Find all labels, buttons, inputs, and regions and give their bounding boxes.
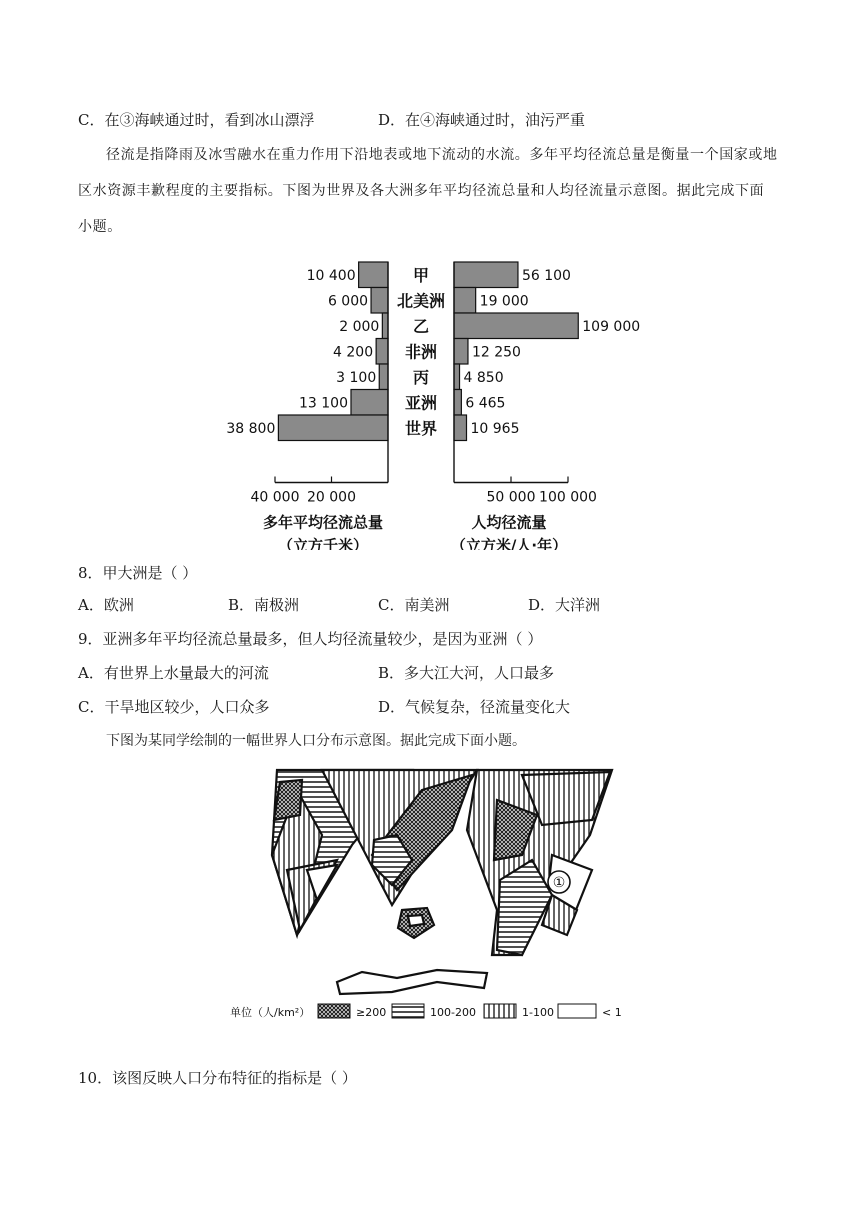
left-bar-5: [351, 390, 388, 416]
left-bar-label-3: 4 200: [333, 344, 374, 361]
map-legend-title: 单位（人/km²）: [230, 1006, 311, 1019]
q9-option-d: D．气候复杂，径流量变化大: [378, 698, 571, 716]
right-bar-4: [454, 364, 460, 390]
right-bar-label-1: 19 000: [479, 293, 529, 310]
right-bar-label-4: 4 850: [463, 369, 504, 386]
right-tick-label-1: 100 000: [539, 489, 597, 506]
left-axis-unit: （立方千米）: [277, 536, 369, 550]
runoff-chart-svg: [222, 250, 662, 550]
category-label-0: 甲: [412, 265, 430, 285]
right-bar-3: [454, 339, 468, 365]
right-bar-1: [454, 288, 476, 314]
right-tick-label-0: 50 000: [486, 489, 536, 506]
q8-option-c: C．南美洲: [378, 596, 450, 614]
right-bar-6: [454, 415, 467, 441]
q9-stem: 9．亚洲多年平均径流总量最多，但人均径流量较少，是因为亚洲（ ）: [78, 630, 543, 648]
intro-paragraph-runoff: 径流是指降雨及冰雪融水在重力作用下沿地表或地下流动的水流。多年平均径流总量是衡量一个国家或地区水资源丰歉程度的主要指标。下图为世界及各大洲多年平均径流总量和人均径流量示意图。据此完成下面小题。: [78, 147, 778, 235]
category-label-5: 亚洲: [404, 393, 438, 413]
right-axis-unit: （立方米/人·年）: [450, 536, 568, 550]
population-map: [222, 760, 632, 1034]
map-legend-4: < 1: [602, 1006, 622, 1019]
right-bar-2: [454, 313, 578, 339]
runoff-chart: [222, 250, 662, 554]
q8-option-d: D．大洋洲: [528, 596, 601, 614]
left-axis-title: 多年平均径流总量: [262, 513, 384, 532]
category-label-2: 乙: [412, 316, 430, 336]
map-legend-1: ≥200: [356, 1006, 387, 1019]
left-bar-label-6: 38 800: [226, 420, 276, 437]
q7-option-c: C．在③海峡通过时，看到冰山漂浮: [78, 111, 315, 129]
category-label-6: 世界: [404, 418, 438, 438]
q9-option-b: B．多大江大河，人口最多: [378, 664, 555, 682]
left-bar-label-0: 10 400: [306, 267, 356, 284]
q8-stem: 8．甲大洲是（ ）: [78, 564, 198, 582]
right-bar-0: [454, 262, 518, 288]
left-bar-0: [359, 262, 388, 288]
right-axis-title: 人均径流量: [471, 513, 547, 532]
map-legend-3: 1-100: [522, 1006, 554, 1019]
right-bar-label-5: 6 465: [465, 395, 506, 412]
category-label-4: 丙: [412, 367, 430, 387]
right-bar-label-6: 10 965: [470, 420, 520, 437]
right-bar-label-3: 12 250: [471, 344, 521, 361]
left-bar-3: [376, 339, 388, 365]
q10-stem: 10．该图反映人口分布特征的指标是（ ）: [78, 1069, 357, 1087]
q9-option-a: A．有世界上水量最大的河流: [78, 664, 269, 682]
left-bar-1: [371, 288, 388, 314]
q8-option-b: B．南极洲: [228, 596, 300, 614]
right-bar-5: [454, 390, 461, 416]
category-label-1: 北美洲: [396, 291, 446, 311]
map-marker-1: ①: [552, 875, 566, 891]
q8-option-a: A．欧洲: [78, 596, 134, 614]
left-bar-label-4: 3 100: [336, 369, 377, 386]
left-bar-4: [379, 364, 388, 390]
left-bar-label-1: 6 000: [327, 293, 369, 310]
left-tick-label-0: 40 000: [250, 489, 300, 506]
right-bar-label-0: 56 100: [521, 267, 571, 284]
population-map-svg: [222, 760, 632, 1030]
left-bar-label-5: 13 100: [298, 395, 348, 412]
intro-paragraph-population: 下图为某同学绘制的一幅世界人口分布示意图。据此完成下面小题。: [106, 733, 526, 749]
left-bar-6: [278, 415, 388, 441]
category-label-3: 非洲: [404, 342, 438, 362]
map-legend-2: 100-200: [430, 1006, 476, 1019]
left-tick-label-1: 20 000: [307, 489, 356, 506]
q7-option-d: D．在④海峡通过时，油污严重: [378, 111, 586, 129]
q9-option-c: C．干旱地区较少，人口众多: [78, 698, 270, 716]
right-bar-label-2: 109 000: [582, 318, 641, 335]
left-bar-2: [382, 313, 388, 339]
left-bar-label-2: 2 000: [339, 318, 380, 335]
